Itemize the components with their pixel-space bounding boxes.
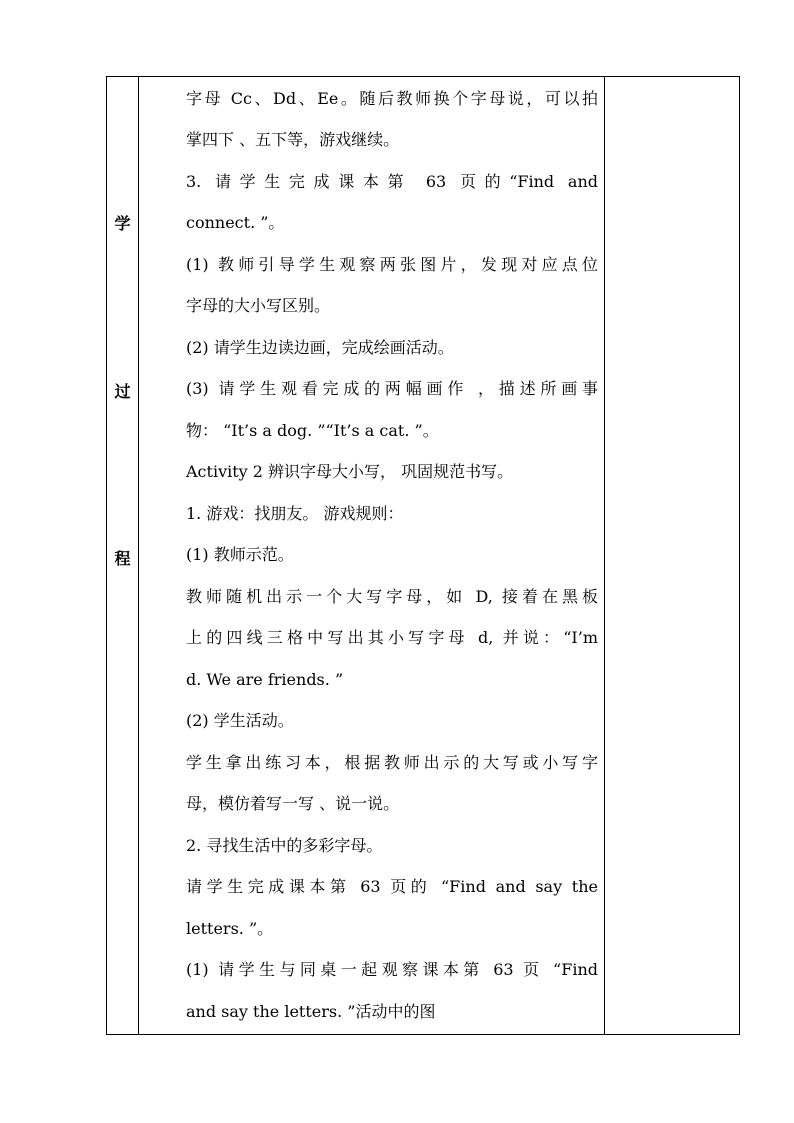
text-line: 2. 寻找生活中的多彩字母。 [186,836,383,855]
text-line: (1) 教师引导学生观察两张图片，发现对应点位 [186,255,598,274]
text-line: letters. ”。 [186,919,274,938]
column-divider-left [138,77,139,1034]
text-line: 字母的大小写区别。 [186,296,331,315]
text-line: connect. ”。 [186,213,285,232]
side-label-char-2: 过 [114,382,131,401]
side-label-char-3: 程 [114,549,131,568]
text-line: d. We are friends. ” [186,670,344,689]
text-line: 物： “It’s a dog. ”“It’s a cat. ”。 [186,421,439,440]
text-line: 学生拿出练习本，根据教师出示的大写或小写字 [186,753,598,772]
text-line: 字母 Cc、Dd、Ee。随后教师换个字母说，可以拍 [186,89,598,108]
text-line: (3) 请学生观看完成的两幅画作 ，描述所画事 [186,379,598,398]
column-divider-right [604,77,605,1034]
text-line: (2) 学生活动。 [186,711,294,730]
text-line: 教师随机出示一个大写字母，如 D, 接着在黑板 [186,587,598,606]
text-line: (1) 请学生与同桌一起观察课本第 63 页 “Find [186,960,598,979]
text-line: 请学生完成课本第 63 页的 “Find and say the [186,877,598,896]
text-line: Activity 2 辨识字母大小写， 巩固规范书写。 [186,462,514,481]
text-line: 3. 请学生完成课本第 63 页的“Find and [186,172,598,191]
text-line: (1) 教师示范。 [186,545,294,564]
text-line: 1. 游戏：找朋友。 游戏规则： [186,504,404,523]
text-line: 母，模仿着写一写 、说一说。 [186,794,400,813]
text-line: and say the letters. ”活动中的图 [186,1002,436,1021]
text-line: (2) 请学生边读边画，完成绘画活动。 [186,338,454,357]
text-line: 上的四线三格中写出其小写字母 d, 并说：“I’m [186,628,598,647]
side-label-char-1: 学 [114,214,131,233]
text-line: 掌四下 、五下等，游戏继续。 [186,130,400,149]
